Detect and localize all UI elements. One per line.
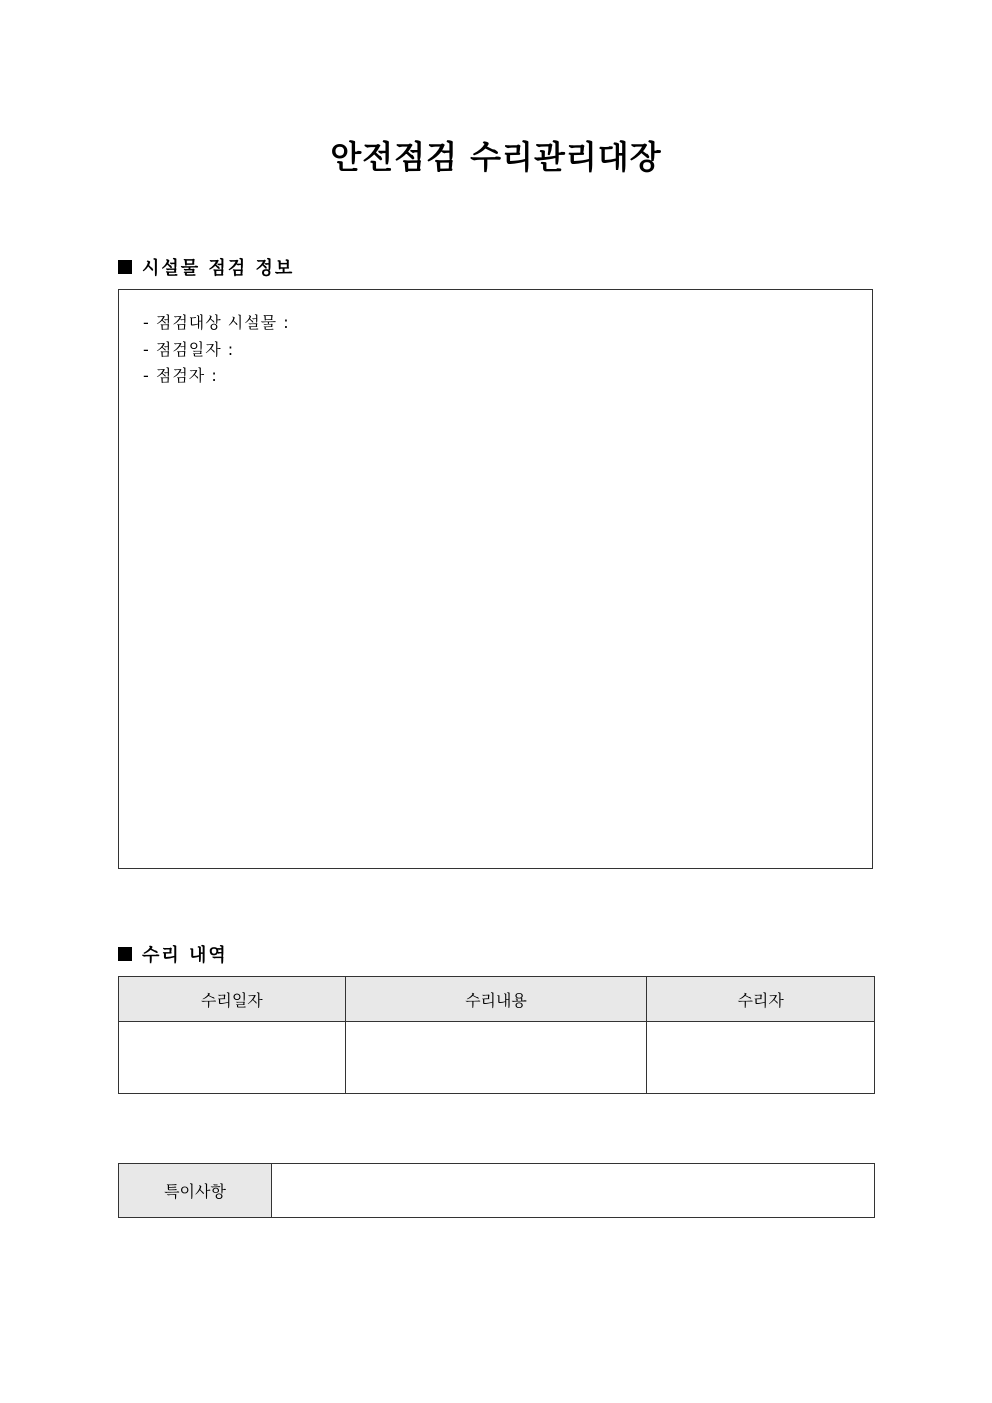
table-header-row [119,977,875,1022]
info-line-inspector: - 점검자 : [143,366,218,385]
notes-value-cell[interactable] [272,1164,875,1218]
notes-row [119,1164,875,1218]
column-header-repairer: 수리자 [647,977,875,1022]
repair-history-table [118,976,875,1094]
square-bullet-icon [118,260,132,274]
inspection-section-heading [118,254,294,280]
cell-repairer[interactable] [647,1022,875,1094]
cell-repair-content[interactable] [345,1022,647,1094]
notes-table [118,1163,875,1218]
info-line-facility: - 점검대상 시설물 : [143,313,290,332]
info-line-date: - 점검일자 : [143,339,235,359]
page-title: 안전점검 수리관리대장 [330,138,662,176]
table-row [119,1022,875,1094]
notes-label: 특이사항 [119,1164,272,1218]
inspection-heading-label: 시설물 점검 정보 [142,258,295,279]
column-header-repair-content: 수리내용 [345,977,647,1022]
repair-heading-label: 수리 내역 [142,945,228,966]
cell-repair-date[interactable] [119,1022,346,1094]
repair-section-heading [118,941,228,967]
column-header-repair-date: 수리일자 [119,977,346,1022]
inspection-info-box [118,289,873,869]
square-bullet-icon [118,947,132,961]
